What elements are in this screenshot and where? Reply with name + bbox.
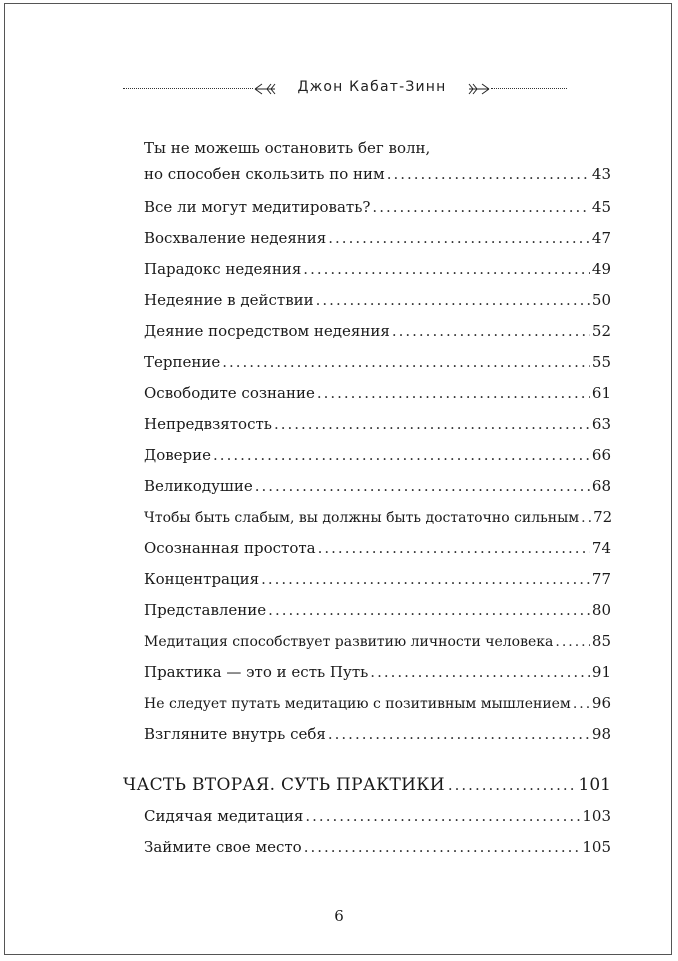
toc-entry-page: 61	[591, 384, 611, 402]
toc-entry[interactable]	[144, 383, 611, 403]
toc-entry-label: Недеяние в действии	[144, 291, 314, 309]
toc-entry[interactable]	[144, 197, 611, 217]
toc-leader-dots	[448, 774, 576, 796]
toc-entry[interactable]	[144, 806, 611, 826]
toc-entry-label: Непредвзятость	[144, 415, 272, 433]
toc-entry-label: Медитация способствует развитию личности человека	[144, 634, 554, 650]
arrow-ornament-right-icon	[467, 80, 491, 98]
toc-entry-label: Взгляните внутрь себя	[144, 725, 326, 743]
toc-entry[interactable]	[144, 600, 611, 620]
header-title: Джон Кабат-Зинн	[297, 79, 447, 95]
toc-entry-page: 80	[591, 601, 611, 619]
toc-entry[interactable]	[144, 662, 611, 682]
toc-entry-label: Деяние посредством недеяния	[144, 322, 390, 340]
toc-leader-dots	[213, 445, 590, 465]
toc-entry-label: Представление	[144, 601, 267, 619]
toc-leader-dots	[328, 724, 590, 744]
toc-leader-dots	[222, 352, 590, 372]
toc-entry-label: Осознанная простота	[144, 539, 316, 557]
toc-part-heading[interactable]	[123, 774, 611, 796]
toc-entry-page: 96	[591, 694, 611, 712]
part-heading-label: ЧАСТЬ ВТОРАЯ. СУТЬ ПРАКТИКИ	[123, 775, 445, 795]
toc-entry-label: Освободите сознание	[144, 384, 315, 402]
toc-leader-dots	[316, 290, 590, 310]
running-header	[123, 78, 567, 100]
toc-entry[interactable]	[144, 321, 611, 341]
toc-entry-page: 63	[591, 415, 611, 433]
toc-entry-label: Терпение	[144, 353, 221, 371]
toc-leader-dots	[255, 476, 590, 496]
toc-entry-page: 43	[591, 165, 611, 183]
toc-leader-dots	[318, 538, 590, 558]
toc-entry-page: 68	[591, 477, 611, 495]
toc-entry-page: 98	[591, 725, 611, 743]
toc-leader-dots	[387, 164, 590, 184]
toc-leader-dots	[268, 600, 590, 620]
toc-entry[interactable]	[144, 724, 611, 744]
toc-entry-label: Все ли могут медитировать?	[144, 198, 371, 216]
arrow-ornament-left-icon	[253, 80, 277, 98]
toc-leader-dots	[317, 383, 590, 403]
book-page	[4, 3, 672, 955]
part-heading-page: 101	[578, 775, 611, 795]
toc-leader-dots	[274, 414, 590, 434]
toc-entry[interactable]	[144, 352, 611, 372]
toc-entry-label: Восхваление недеяния	[144, 229, 327, 247]
toc-entry-page: 91	[591, 663, 611, 681]
toc-entry-label: но способен скользить по ним	[144, 165, 385, 183]
toc-entry-page: 49	[591, 260, 611, 278]
toc-entry-label: Сидячая медитация	[144, 807, 304, 825]
toc-leader-dots	[372, 197, 589, 217]
toc-leader-dots	[370, 662, 590, 682]
toc-entry-label: Практика — это и есть Путь	[144, 663, 369, 681]
toc-entry-page: 85	[591, 632, 611, 650]
toc-entry[interactable]	[144, 414, 611, 434]
toc-leader-dots	[328, 228, 590, 248]
toc-entry-page: 55	[591, 353, 611, 371]
toc-entry-label: Концентрация	[144, 570, 260, 588]
toc-entry-page: 103	[582, 807, 611, 825]
toc-leader-dots	[304, 837, 581, 857]
toc-entry[interactable]	[144, 228, 611, 248]
toc-leader-dots	[305, 806, 580, 826]
toc-entry-label: Займите свое место	[144, 838, 302, 856]
toc-entry-label: Великодушие	[144, 477, 253, 495]
toc-entry[interactable]	[144, 569, 611, 589]
toc-entry[interactable]	[144, 138, 611, 184]
toc-entry-page: 77	[591, 570, 611, 588]
toc-entry-page: 66	[591, 446, 611, 464]
toc-entry-page: 47	[591, 229, 611, 247]
toc-entry-page: 50	[591, 291, 611, 309]
toc-leader-dots	[303, 259, 590, 279]
toc-leader-dots	[581, 508, 591, 528]
toc-entry-label: Парадокс недеяния	[144, 260, 302, 278]
toc-entry[interactable]	[144, 837, 611, 857]
header-rule-left	[123, 88, 253, 89]
toc-entry-page: 105	[582, 838, 611, 856]
toc-leader-dots	[261, 569, 590, 589]
toc-entry-label: Чтобы быть слабым, вы должны быть достаточно сильным	[144, 510, 580, 526]
toc-leader-dots	[555, 632, 590, 652]
header-rule-right	[491, 88, 567, 89]
toc-leader-dots	[573, 694, 590, 714]
toc-entry-page: 45	[591, 198, 611, 216]
toc-entry-page: 72	[593, 508, 613, 526]
toc-entry[interactable]	[144, 259, 611, 279]
toc-entry-label: Доверие	[144, 446, 212, 464]
toc-entry-page: 74	[591, 539, 611, 557]
toc-entry-label: Не следует путать медитацию с позитивным мышлением	[144, 696, 571, 712]
toc-entry[interactable]	[144, 476, 611, 496]
page-number: 6	[334, 907, 344, 925]
toc-entry[interactable]	[144, 290, 611, 310]
toc-entry[interactable]	[144, 507, 611, 528]
toc-entry-page: 52	[591, 322, 611, 340]
toc-entry-first-line: Ты не можешь остановить бег волн,	[144, 139, 431, 157]
toc-leader-dots	[392, 321, 590, 341]
toc-entry[interactable]	[144, 445, 611, 465]
toc-entry[interactable]	[144, 693, 611, 714]
toc-entry[interactable]	[144, 538, 611, 558]
toc-entry[interactable]	[144, 631, 611, 652]
